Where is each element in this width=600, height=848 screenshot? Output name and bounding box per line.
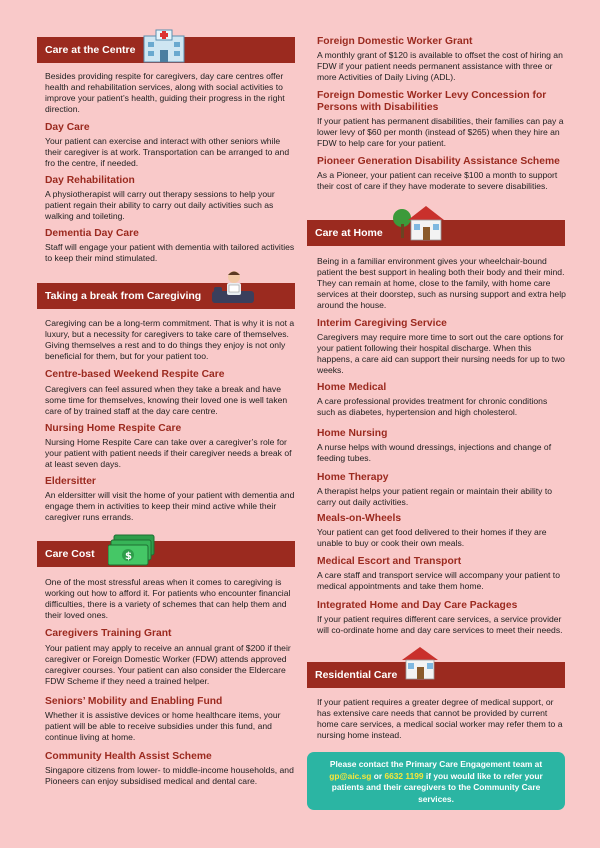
text-eldersitter: An eldersitter will visit the home of your patient with dementia and engage them in activities to keep their mind active while their caregiver runs errands. [45,490,295,522]
contact-pre: Please contact the Primary Care Engagement team at [329,759,543,769]
heading-pioneer-disability: Pioneer Generation Disability Assistance Scheme [317,156,560,167]
contact-phone-link[interactable]: 6632 1199 [384,770,424,781]
heading-nursing-respite: Nursing Home Respite Care [45,423,182,434]
banner-title: Taking a break from Caregiving [45,290,202,302]
caregiver-reading-icon [210,269,256,307]
contact-post: if you would like to refer your patients and their caregivers to the Community Care services. [331,770,543,804]
money-icon [108,533,158,567]
text-medical-escort: A care staff and transport service will accompany your patient to medical appointments and take them home. [317,570,560,591]
contact-email-link[interactable]: gp@aic.sg [329,770,372,781]
cost-intro: One of the most stressful areas when it comes to caregiving is working out how to afford it. For patients who encounter financial difficulties, there is a variety of schemes that can help them and their loved ones. [45,577,291,620]
heading-day-rehab: Day Rehabilitation [45,175,135,186]
house-tree-icon [392,202,444,242]
text-nursing-respite: Nursing Home Respite Care can take over a caregiver’s role for your patient with patient needs if their caregiver needs a break of at least seven days. [45,437,292,469]
heading-fdw-levy: Foreign Domestic Worker Levy Concession for Persons with Disabilities [317,90,547,113]
heading-home-medical: Home Medical [317,382,387,393]
text-meals-on-wheels: Your patient can get food delivered to their homes if they are unable to buy or cook their own meals. [317,527,547,548]
hospital-icon [140,28,188,64]
banner-title: Care at the Centre [45,44,136,56]
heading-dementia: Dementia Day Care [45,228,139,239]
heading-day-care: Day Care [45,122,90,133]
text-home-nursing: A nurse helps with wound dressings, injections and change of feeding tubes. [317,442,552,463]
care-centre-intro: Besides providing respite for caregivers, day care centres offer health and rehabilitation services, along with social activities to improve your patient’s health, guiding their progress in the right direction. [45,71,285,114]
residential-text: If your patient requires a greater degree of medical support, or has extensive care needs that cannot be provided by current home care services, a medical social worker may refer them to a nursing home instead. [317,697,563,740]
text-integrated-packages: If your patient requires different care services, a service provider will co-ordinate home and day care services to meet their needs. [317,614,563,635]
heading-integrated-packages: Integrated Home and Day Care Packages [317,600,518,611]
heading-meals-on-wheels: Meals-on-Wheels [317,513,402,524]
text-pioneer-disability: As a Pioneer, your patient can receive $100 a month to support their cost of care if they have moderate to severe disabilities. [317,170,558,191]
banner-title: Care at Home [315,227,383,239]
heading-home-nursing: Home Nursing [317,428,388,439]
banner-taking-break [37,283,295,309]
text-fdw-grant: A monthly grant of $120 is available to offset the cost of hiring an FDW if your patient needs permanent assistance with three or more Activities of Daily Living (ADL). [317,50,563,82]
text-day-care: Your patient can exercise and interact with other seniors while their caregiver is at work. Transportation can be arranged to and fro the centre, if needed. [45,136,290,168]
contact-box [307,752,565,810]
text-weekend-respite: Caregivers can feel assured when they take a break and have some time for themselves, knowing their loved one is well taken care of by trained staff at the day care centre. [45,384,288,416]
break-intro: Caregiving can be a long-term commitment. That is why it is not a luxury, but a necessity for caregivers to take care of themselves. Giving themselves a rest and to do things they enjoy is not only beneficial for them, but for your patient too. [45,318,295,361]
heading-smf: Seniors’ Mobility and Enabling Fund [45,696,223,707]
text-dementia: Staff will engage your patient with dementia with tailored activities to keep their mind stimulated. [45,242,295,263]
contact-mid: or [371,770,385,781]
heading-interim-caregiving: Interim Caregiving Service [317,318,447,329]
banner-title: Residential Care [315,669,398,681]
heading-chas: Community Health Assist Scheme [45,751,212,762]
text-chas: Singapore citizens from lower- to middle-income households, and Pioneers can enjoy subsidised medical and dental care. [45,765,294,786]
svg-text:$: $ [125,551,132,562]
text-fdw-levy: If your patient has permanent disabilities, their families can pay a lower levy of $60 per month (instead of $265) when they hire an FDW to help care for your patient. [317,116,564,148]
text-home-therapy: A therapist helps your patient regain or maintain their ability to carry out daily activities. [317,486,553,507]
text-home-medical: A care professional provides treatment for chronic conditions such as diabetes, hypertension and high cholesterol. [317,396,548,417]
heading-eldersitter: Eldersitter [45,476,96,487]
heading-home-therapy: Home Therapy [317,472,389,483]
text-interim-caregiving: Caregivers may require more time to sort out the care options for your patient following their hospital discharge. When this happens, a care aid can support their nursing needs for up to two weeks. [317,332,565,375]
banner-care-cost [37,541,295,567]
house-icon [402,646,438,680]
heading-training-grant: Caregivers Training Grant [45,628,172,639]
heading-fdw-grant: Foreign Domestic Worker Grant [317,36,473,47]
banner-title: Care Cost [45,548,95,560]
home-intro: Being in a familiar environment gives your wheelchair-bound patient the best support in healing both their body and their mind. They can remain at home, close to the family, with home care services at their doorstep, such as nursing support and extra help around the house. [317,256,566,310]
heading-weekend-respite: Centre-based Weekend Respite Care [45,369,225,380]
text-training-grant: Your patient may apply to receive an annual grant of $200 if their caregiver or Foreign Domestic Worker (FDW) attends approved caregiver courses. Your patient can also consider the Eldercare FDW Scheme if they need a trained helper. [45,643,291,686]
heading-medical-escort: Medical Escort and Transport [317,556,462,567]
text-day-rehab: A physiotherapist will carry out therapy sessions to help your patient regain their ability to carry out daily activities such as walking and toileting. [45,189,275,221]
text-smf: Whether it is assistive devices or home healthcare items, your patient will be able to receive subsidies under this fund, and continue living at home. [45,710,281,742]
